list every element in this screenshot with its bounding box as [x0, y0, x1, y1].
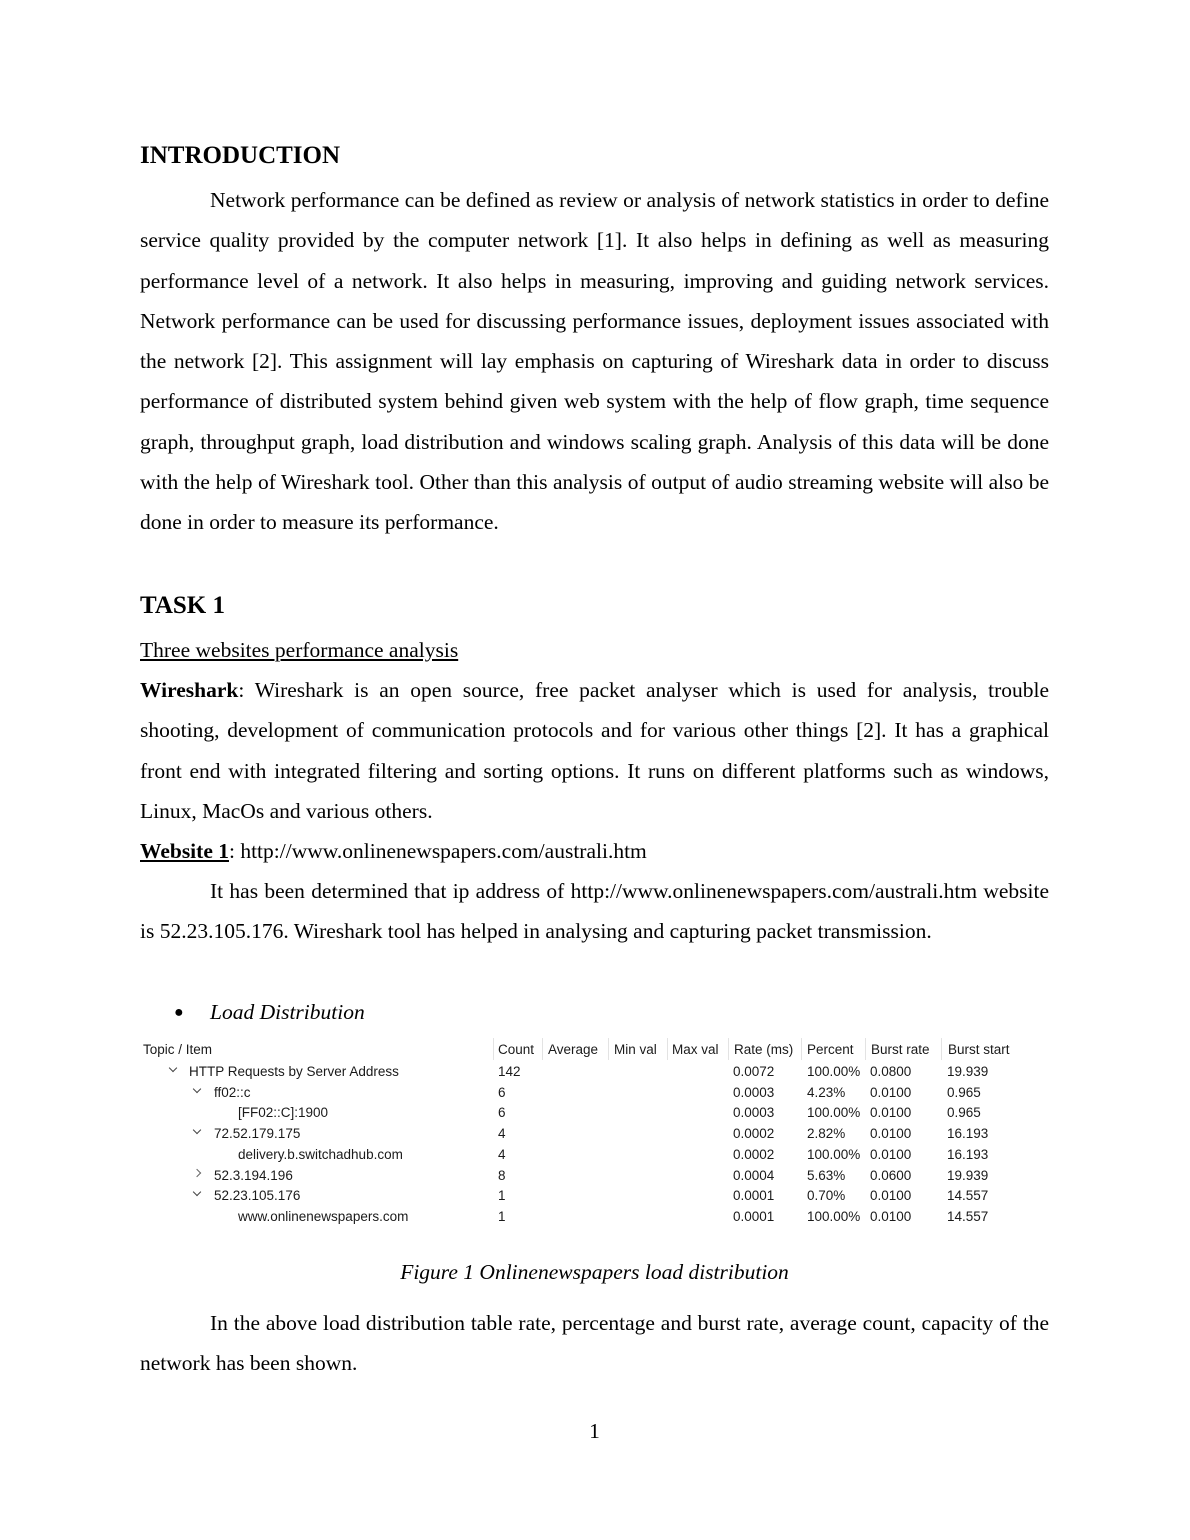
- table-header: [140, 1036, 1020, 1062]
- bullet-item: [174, 996, 365, 1029]
- row-topic: 72.52.179.175: [214, 1126, 301, 1142]
- row-burst-start: 0.965: [947, 1105, 981, 1121]
- header-burst-start[interactable]: Burst start: [948, 1042, 1010, 1057]
- row-rate: 0.0003: [733, 1084, 775, 1100]
- table-row[interactable]: [140, 1062, 1020, 1083]
- website-paragraph: It has been determined that ip address of http://www.onlinenewspapers.com/australi.htm website is 52.23.105.176. Wireshark tool has helped in analysing and capturing packet transmission.: [140, 879, 1049, 944]
- row-topic: [FF02::C]:1900: [238, 1105, 329, 1121]
- row-count: 4: [498, 1126, 506, 1142]
- chevron-down-icon[interactable]: [191, 1083, 203, 1103]
- row-burst-start: 16.193: [947, 1126, 989, 1142]
- column-separator[interactable]: [608, 1038, 609, 1060]
- closing-paragraph: In the above load distribution table rate, percentage and burst rate, average count, capacity of the network has been shown.: [140, 1311, 1049, 1376]
- row-count: 4: [498, 1146, 506, 1162]
- row-percent: 4.23%: [807, 1084, 846, 1100]
- table-row[interactable]: [140, 1186, 1020, 1207]
- row-rate: 0.0002: [733, 1126, 775, 1142]
- row-count: 6: [498, 1084, 506, 1100]
- header-burst-rate[interactable]: Burst rate: [871, 1042, 930, 1057]
- row-percent: 0.70%: [807, 1188, 846, 1204]
- task1-heading: TASK 1: [140, 592, 225, 619]
- row-rate: 0.0002: [733, 1146, 775, 1162]
- header-average[interactable]: Average: [548, 1042, 599, 1057]
- row-topic: 52.23.105.176: [214, 1188, 301, 1204]
- task1-subheading: Three websites performance analysis: [140, 638, 459, 662]
- bullet-icon: ●: [174, 1004, 184, 1021]
- website-url: : http://www.onlinenewspapers.com/australi.htm: [228, 839, 647, 863]
- row-percent: 2.82%: [807, 1126, 846, 1142]
- row-burst-rate: 0.0100: [870, 1105, 912, 1121]
- website-line: [140, 835, 647, 867]
- table-row[interactable]: [140, 1166, 1020, 1187]
- wireshark-text: : Wireshark is an open source, free packet analyser which is used for analysis, trouble shooting, development of communication protocols and for various other things [2]. It has a graphical front end with integrated filtering and sorting options. It runs on different platforms such as windows, Linux, MacOs and various others.: [140, 678, 1049, 823]
- column-separator[interactable]: [493, 1038, 494, 1060]
- row-rate: 0.0004: [733, 1167, 775, 1183]
- row-count: 1: [498, 1208, 506, 1224]
- row-count: 6: [498, 1105, 506, 1121]
- row-percent: 100.00%: [807, 1105, 861, 1121]
- row-burst-rate: 0.0100: [870, 1188, 912, 1204]
- intro-paragraph: Network performance can be defined as review or analysis of network statistics in order to define service quality provided by the computer network [1]. It also helps in defining as well as measuring performance level of a network. It also helps in measuring, improving and guiding network services. Network performance can be used for discussing performance issues, deployment issues associated with the network [2]. This assignment will lay emphasis on capturing of Wireshark data in order to discuss performance of distributed system behind given web system with the help of flow graph, time sequence graph, throughput graph, load distribution and windows scaling graph. Analysis of this data will be done with the help of Wireshark tool. Other than this analysis of output of audio streaming website will also be done in order to measure its performance.: [140, 188, 1049, 535]
- row-rate: 0.0003: [733, 1105, 775, 1121]
- row-topic: 52.3.194.196: [214, 1167, 293, 1183]
- chevron-down-icon[interactable]: [191, 1186, 203, 1206]
- figure-caption: Figure 1 Onlinenewspapers load distribution: [400, 1260, 789, 1284]
- row-burst-rate: 0.0600: [870, 1167, 912, 1183]
- row-percent: 100.00%: [807, 1064, 861, 1079]
- table-row[interactable]: [140, 1124, 1020, 1145]
- column-separator[interactable]: [667, 1038, 668, 1060]
- header-topic[interactable]: Topic / Item: [143, 1042, 213, 1057]
- row-burst-start: 14.557: [947, 1208, 989, 1224]
- table-row[interactable]: [140, 1083, 1020, 1104]
- row-burst-rate: 0.0100: [870, 1084, 912, 1100]
- chevron-down-icon[interactable]: [167, 1062, 179, 1082]
- row-burst-rate: 0.0800: [870, 1064, 912, 1079]
- row-topic: delivery.b.switchadhub.com: [238, 1146, 403, 1162]
- row-rate: 0.0001: [733, 1188, 775, 1204]
- row-topic: www.onlinenewspapers.com: [238, 1208, 409, 1224]
- column-separator[interactable]: [865, 1038, 866, 1060]
- bullet-label: Load Distribution: [210, 1000, 365, 1024]
- row-burst-rate: 0.0100: [870, 1208, 912, 1224]
- wireshark-term: Wireshark: [140, 678, 239, 702]
- header-min[interactable]: Min val: [614, 1042, 657, 1057]
- chevron-right-icon[interactable]: [191, 1166, 203, 1186]
- row-percent: 100.00%: [807, 1146, 861, 1162]
- row-burst-start: 16.193: [947, 1146, 989, 1162]
- row-count: 8: [498, 1167, 506, 1183]
- header-percent[interactable]: Percent: [807, 1042, 854, 1057]
- wireshark-paragraph: [140, 670, 1049, 831]
- row-burst-start: 0.965: [947, 1084, 981, 1100]
- row-burst-start: 19.939: [947, 1167, 989, 1183]
- chevron-down-icon[interactable]: [191, 1124, 203, 1144]
- row-percent: 5.63%: [807, 1167, 846, 1183]
- column-separator[interactable]: [801, 1038, 802, 1060]
- row-burst-start: 14.557: [947, 1188, 989, 1204]
- row-burst-start: 19.939: [947, 1064, 989, 1079]
- row-rate: 0.0072: [733, 1064, 775, 1079]
- table-row[interactable]: [140, 1103, 1020, 1124]
- row-topic: HTTP Requests by Server Address: [189, 1064, 399, 1079]
- page-number: 1: [589, 1419, 600, 1443]
- table-row[interactable]: [140, 1207, 1020, 1228]
- row-topic: ff02::c: [214, 1084, 251, 1100]
- header-count[interactable]: Count: [498, 1042, 535, 1057]
- row-burst-rate: 0.0100: [870, 1126, 912, 1142]
- header-max[interactable]: Max val: [672, 1042, 719, 1057]
- row-burst-rate: 0.0100: [870, 1146, 912, 1162]
- intro-heading: INTRODUCTION: [140, 142, 341, 169]
- row-count: 142: [498, 1064, 521, 1079]
- row-count: 1: [498, 1188, 506, 1204]
- row-rate: 0.0001: [733, 1208, 775, 1224]
- row-percent: 100.00%: [807, 1208, 861, 1224]
- load-distribution-table: [140, 1036, 1020, 1232]
- document-page: [140, 0, 1049, 1540]
- website-label: Website 1: [140, 839, 229, 863]
- column-separator[interactable]: [728, 1038, 729, 1060]
- column-separator[interactable]: [941, 1038, 942, 1060]
- column-separator[interactable]: [542, 1038, 543, 1060]
- header-rate[interactable]: Rate (ms): [734, 1042, 794, 1057]
- table-row[interactable]: [140, 1145, 1020, 1166]
